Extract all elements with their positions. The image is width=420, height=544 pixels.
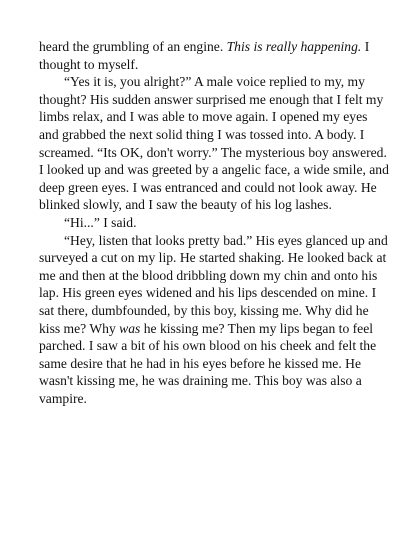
document-page bbox=[39, 38, 393, 407]
paragraph-4 bbox=[39, 232, 392, 408]
text-segment: “Hi...” I said. bbox=[64, 214, 137, 230]
text-segment: “Hey, listen that looks pretty bad.” His eyes glanced up and surveyed a cut on my lip. He started shaking. He looked back at me and then at the blood dribbling down my chin and onto his lap. His green eyes widened and his lips descended on mine. I sat there, dumbfounded, by this boy, kissing me. Why did he kiss me? Why bbox=[39, 232, 392, 336]
paragraph-2 bbox=[39, 73, 393, 214]
text-segment: I thought to myself. bbox=[39, 39, 373, 72]
italic-emphasis: was bbox=[119, 320, 141, 336]
text-segment: “Yes it is, you alright?” A male voice replied to my, my thought? His sudden answer surprised me enough that I felt my limbs relax, and I was able to move again. I opened my eyes and grabbed the next solid thing I was tossed into. A body. I screamed. “Its OK, don't worry.” The mysterious boy answered. I looked up and was greeted by a angelic face, a wide smile, and deep green eyes. I was entranced and could not look away. He blinked slowly, and I saw the beauty of his log lashes. bbox=[39, 74, 393, 213]
paragraph-3 bbox=[39, 214, 389, 232]
text-segment: he kissing me? Then my lips began to feel parched. I saw a bit of his own blood on his cheek and felt the same desire that he had in his eyes before he kissed me. He wasn't kissing me, he was draining me. This boy was also a vampire. bbox=[39, 320, 380, 406]
text-segment: heard the grumbling of an engine. bbox=[39, 39, 227, 54]
italic-thought: This is really happening. bbox=[226, 39, 362, 54]
paragraph-1 bbox=[39, 38, 389, 73]
